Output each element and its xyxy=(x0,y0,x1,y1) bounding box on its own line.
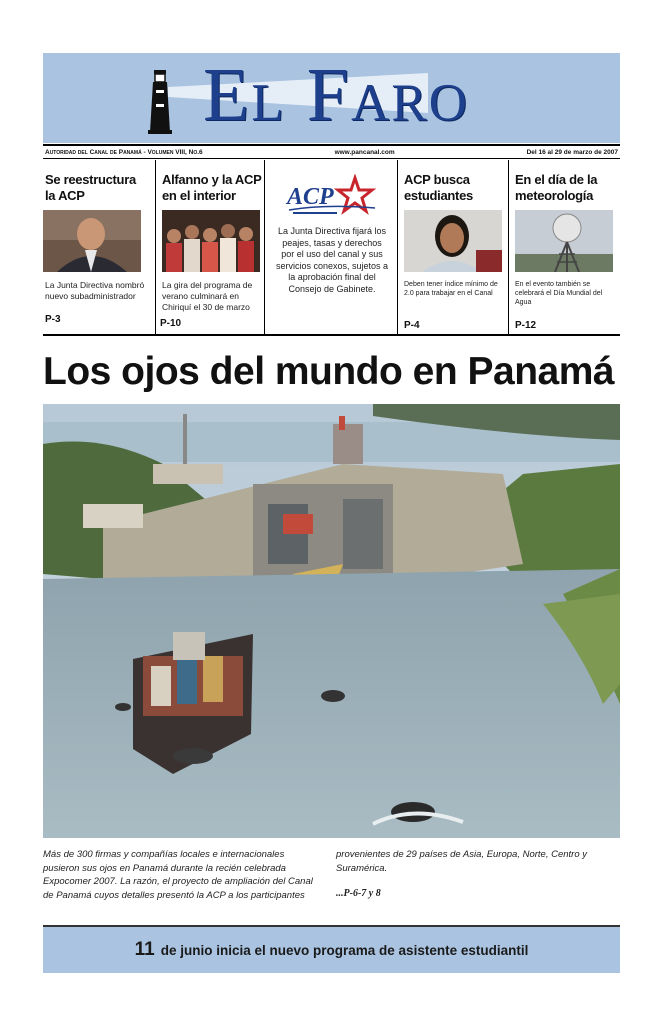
caption-page-ref[interactable]: ...P-6-7 y 8 xyxy=(336,888,381,899)
teaser-title: Alfanno y la ACP en el interior xyxy=(162,172,262,203)
teaser-acp-junta xyxy=(265,160,398,334)
teaser-description: Deben tener índice mínimo de 2.0 para trabajar en el Canal xyxy=(404,281,498,297)
lighthouse-logo-icon xyxy=(146,68,174,134)
photo-caption-left: Más de 300 firmas y compañías locales e internacionales pusieron sus ojos en Panamá durante la recién celebrada Expocomer 2007. La razón, el proyecto de ampliación del Canal de Panamá cuyos detalles presentó la ACP a los participantes xyxy=(43,849,313,901)
acp-logo-text: ACP xyxy=(287,184,334,210)
weather-station-photo xyxy=(515,210,613,272)
photo-caption-right xyxy=(336,848,620,901)
teaser-description: La gira del programa de verano culminará en Chiriquí el 30 de marzo xyxy=(162,280,253,312)
issue-date: Del 16 al 29 de marzo de 2007 xyxy=(526,148,618,156)
masthead-title-text: El Faro xyxy=(203,53,469,137)
publisher-line: Autoridad del Canal de Panamá - Volumen VIII, No.6 xyxy=(45,148,203,156)
teaser-reestructura[interactable] xyxy=(43,160,156,334)
group-students-photo xyxy=(162,210,260,272)
teaser-title: En el día de la meteorología xyxy=(515,172,598,203)
teaser-description: En el evento también se celebrará el Día Mundial del Agua xyxy=(515,281,603,306)
bottom-banner[interactable] xyxy=(43,925,620,973)
teaser-title: Se reestructura la ACP xyxy=(45,172,136,203)
teaser-row xyxy=(43,160,620,336)
website-link[interactable]: www.pancanal.com xyxy=(334,148,395,156)
teaser-meteorologia[interactable] xyxy=(509,160,620,334)
teaser-estudiantes[interactable] xyxy=(398,160,509,334)
banner-text: de junio inicia el nuevo programa de asistente estudiantil xyxy=(160,942,529,958)
teaser-title: ACP busca estudiantes xyxy=(404,172,473,203)
masthead xyxy=(43,53,620,143)
canal-locks-main-photo xyxy=(43,404,620,838)
student-portrait-photo xyxy=(404,210,502,272)
banner-date-number: 11 xyxy=(134,939,155,960)
acp-junta-description: La Junta Directiva fijará los peajes, tasas y derechos por el uso del canal y sus servicios conexos, sujetos a la aprobación final del Consejo de Gabinete. xyxy=(275,226,389,294)
teaser-page-ref[interactable]: P-12 xyxy=(515,320,537,331)
executive-portrait-photo xyxy=(43,210,141,272)
acp-logo-icon xyxy=(285,174,379,220)
teaser-page-ref[interactable]: P-4 xyxy=(404,320,420,331)
teaser-alfanno[interactable] xyxy=(156,160,265,334)
info-bar xyxy=(43,144,620,159)
main-headline: Los ojos del mundo en Panamá xyxy=(43,350,615,393)
teaser-page-ref[interactable]: P-10 xyxy=(160,318,182,329)
teaser-description: La Junta Directiva nombró nuevo subadministrador xyxy=(45,280,145,301)
photo-caption-right-text: provenientes de 29 países de Asia, Europa, Norte, Centro y Suramérica. xyxy=(336,849,588,874)
masthead-title xyxy=(203,53,620,137)
teaser-page-ref[interactable]: P-3 xyxy=(45,314,61,325)
